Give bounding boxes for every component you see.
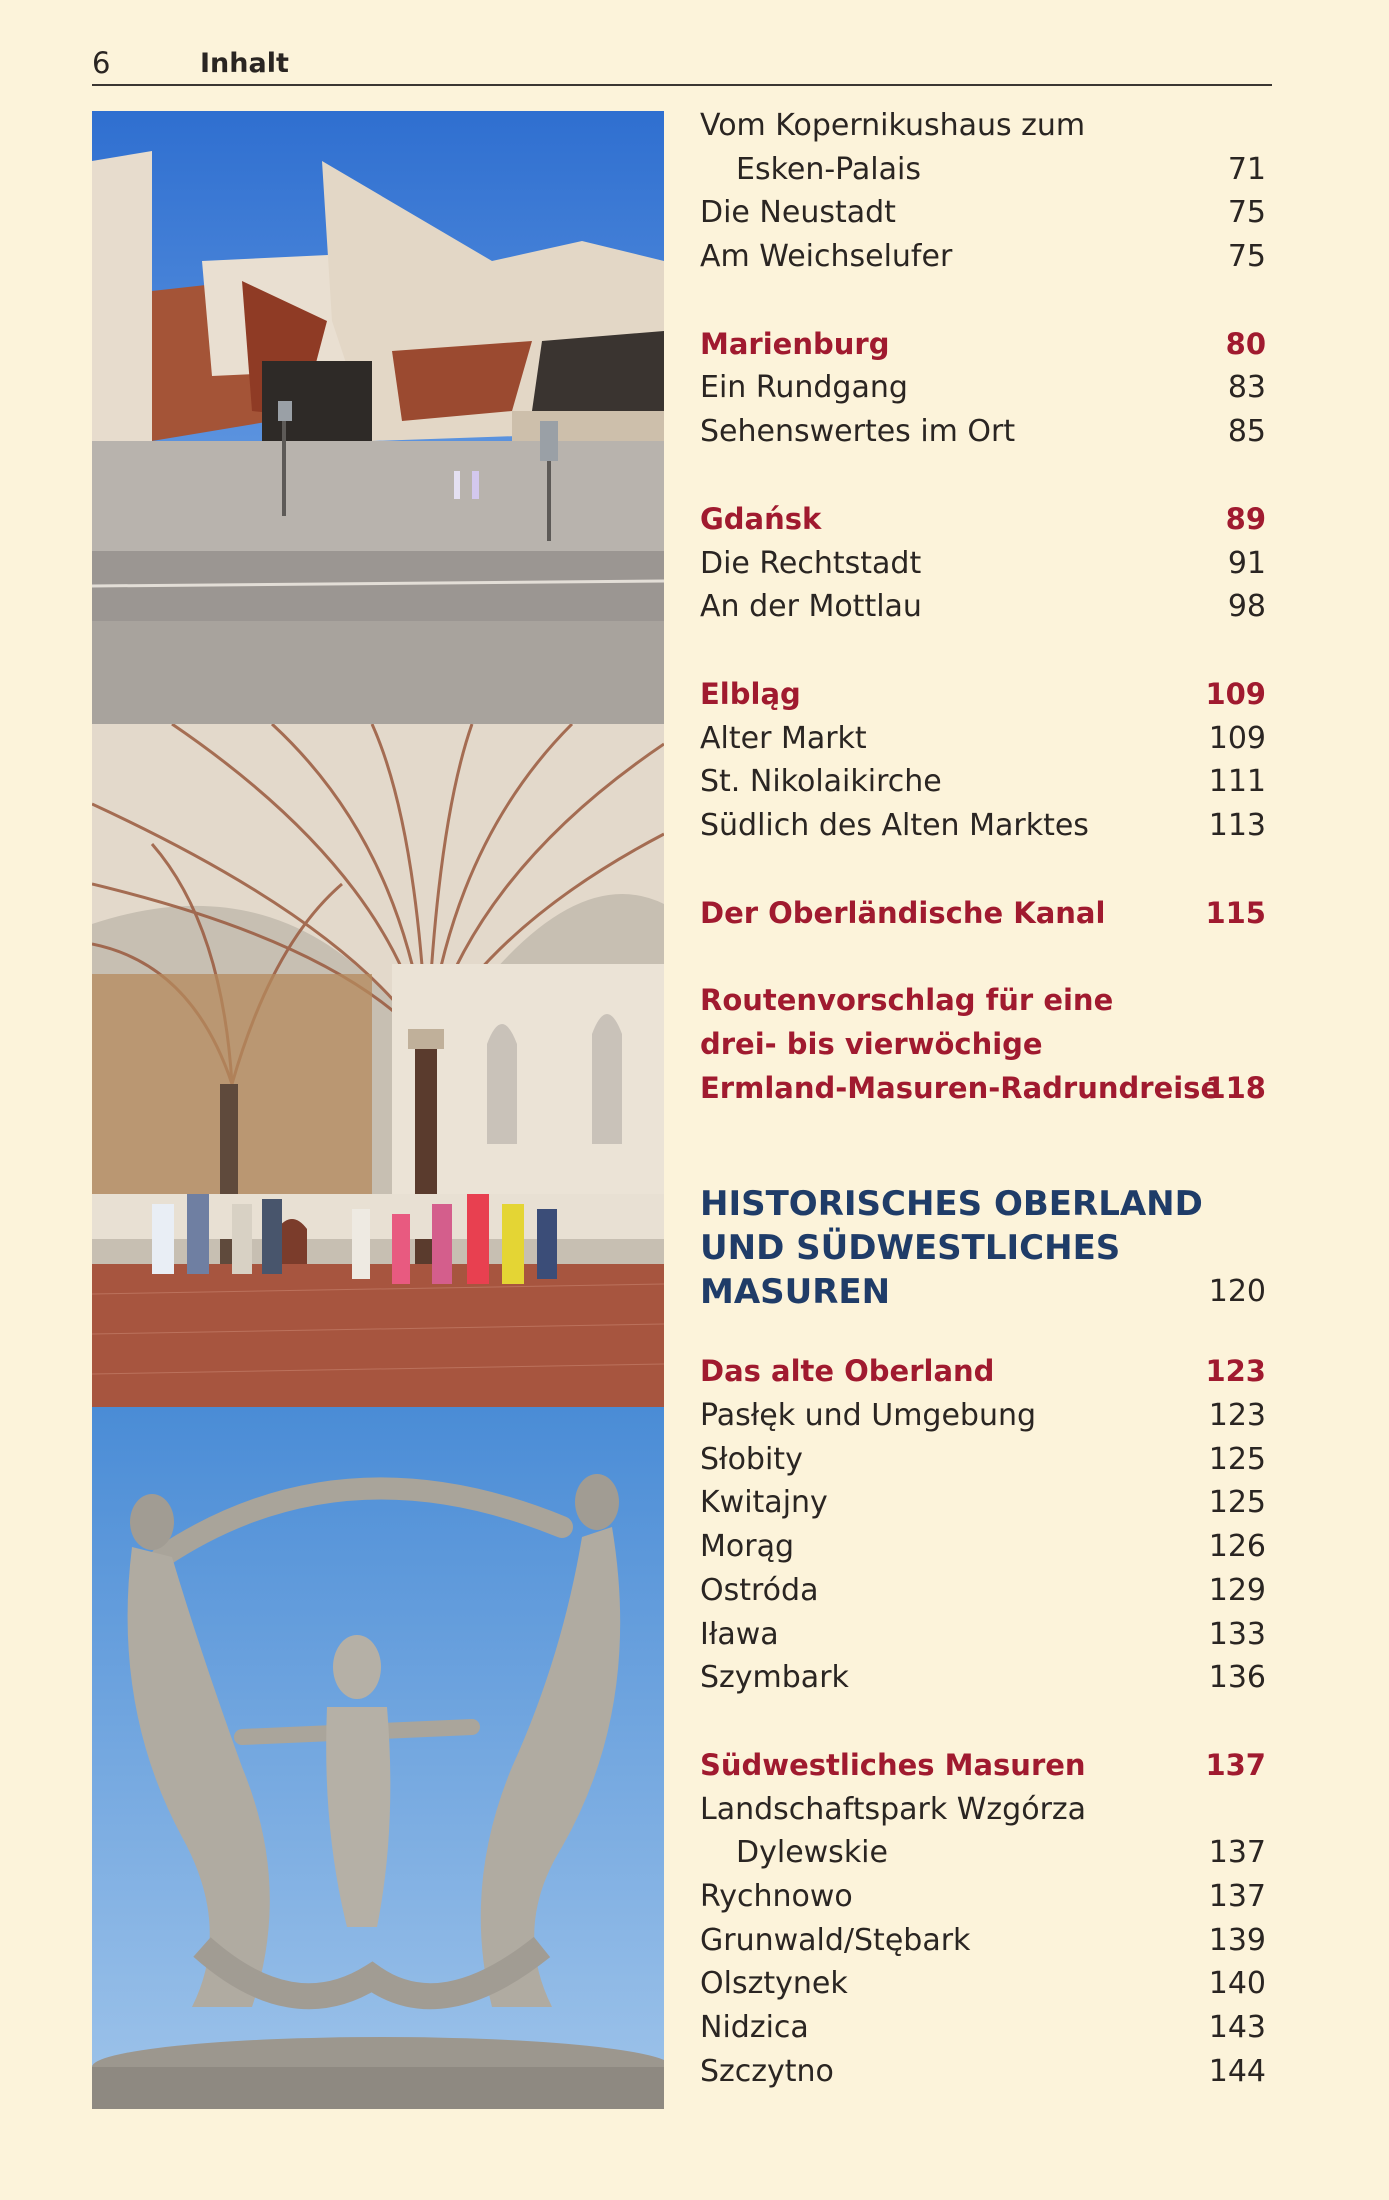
toc-entry-title: St. Nikolaikirche <box>700 764 942 800</box>
toc-entry-title: Vom Kopernikushaus zum <box>700 108 1086 143</box>
toc-page-number: 85 <box>1227 414 1266 450</box>
toc-chapter-heading <box>700 498 1266 542</box>
toc-chapter-heading <box>700 1067 1266 1111</box>
toc-page-number: 144 <box>1208 2053 1266 2089</box>
toc-entry-title: Grunwald/Stębark <box>700 1922 971 1958</box>
toc-page-number: 111 <box>1208 764 1266 800</box>
toc-spacer <box>700 1700 1266 1744</box>
toc-page-number: 115 <box>1205 895 1266 930</box>
toc-spacer <box>700 1110 1266 1182</box>
toc-chapter-heading <box>700 1350 1266 1394</box>
toc-spacer <box>700 1314 1266 1350</box>
toc-entry <box>700 760 1266 804</box>
toc-entry <box>700 2050 1266 2094</box>
toc-entry <box>700 104 1266 148</box>
toc-entry <box>700 1962 1266 2006</box>
toc-entry <box>700 1481 1266 1525</box>
toc-entry-title: Routenvorschlag für eine <box>700 983 1114 1018</box>
toc-chapter-heading <box>700 673 1266 717</box>
toc-entry-title: Ein Rundgang <box>700 370 908 406</box>
toc-entry-title: Der Oberländische Kanal <box>700 895 1106 930</box>
toc-page-number: 71 <box>1227 151 1266 187</box>
toc-entry <box>700 1656 1266 1700</box>
toc-page-number: 75 <box>1227 195 1266 231</box>
toc-entry-title: Alter Markt <box>700 720 867 756</box>
toc-spacer <box>700 848 1266 892</box>
toc-spacer <box>700 454 1266 498</box>
toc-entry <box>700 1919 1266 1963</box>
toc-entry <box>700 1613 1266 1657</box>
page-header <box>92 44 1272 86</box>
toc-entry-title: Pasłęk und Umgebung <box>700 1398 1037 1434</box>
toc-page-number: 75 <box>1227 239 1266 275</box>
toc-entry-title: Am Weichselufer <box>700 239 953 275</box>
toc-page-number: 80 <box>1225 326 1266 361</box>
section-title: Inhalt <box>200 48 289 79</box>
toc-entry-title: UND SÜDWESTLICHES <box>700 1228 1121 1269</box>
toc-entry-title: Iława <box>700 1616 779 1652</box>
toc-page-number: 89 <box>1225 501 1266 536</box>
toc-spacer <box>700 279 1266 323</box>
toc-entry <box>700 1438 1266 1482</box>
vaulted-hall-photo <box>92 724 664 1407</box>
toc-entry-title: Morąg <box>700 1529 794 1565</box>
modern-building-photo <box>92 111 664 724</box>
toc-entry-title: Szczytno <box>700 2053 834 2089</box>
toc-entry <box>700 366 1266 410</box>
toc-entry <box>700 1831 1266 1875</box>
toc-entry-title: Dylewskie <box>736 1835 888 1871</box>
toc-chapter-heading <box>700 1023 1266 1067</box>
toc-entry-title: Elbląg <box>700 676 801 711</box>
toc-page-number: 118 <box>1205 1070 1266 1105</box>
toc-entry <box>700 2006 1266 2050</box>
toc-page-number: 143 <box>1208 2010 1266 2045</box>
toc-entry <box>700 235 1266 279</box>
toc-entry-title: Ostróda <box>700 1572 819 1608</box>
toc-entry <box>700 148 1266 192</box>
toc-entry-title: Marienburg <box>700 326 890 361</box>
toc-entry <box>700 804 1266 848</box>
toc-page-number: 83 <box>1227 370 1266 406</box>
toc-page-number: 139 <box>1208 1922 1266 1958</box>
toc-spacer <box>700 629 1266 673</box>
toc-page-number: 136 <box>1208 1660 1266 1696</box>
toc-entry-title: Nidzica <box>700 2010 809 2045</box>
toc-page-number: 123 <box>1205 1354 1266 1389</box>
toc-entry <box>700 1875 1266 1919</box>
toc-entry <box>700 191 1266 235</box>
toc-page-number: 126 <box>1208 1529 1266 1565</box>
toc-entry <box>700 410 1266 454</box>
toc-chapter-heading <box>700 892 1266 936</box>
toc-entry <box>700 1569 1266 1613</box>
toc-entry-title: Südwestliches Masuren <box>700 1747 1086 1782</box>
toc-entry-title: Ermland-Masuren-Radrundreise <box>700 1070 1221 1105</box>
mermaid-sculpture-photo <box>92 1407 664 2109</box>
toc-entry-title: MASUREN <box>700 1272 891 1313</box>
toc-region-heading <box>700 1182 1266 1226</box>
toc-chapter-heading <box>700 979 1266 1023</box>
toc-page-number: 137 <box>1205 1747 1266 1782</box>
toc-page-number: 113 <box>1208 807 1266 843</box>
toc-entry-title: Die Neustadt <box>700 195 896 231</box>
toc-page-number: 137 <box>1208 1878 1266 1914</box>
toc-entry-title: Gdańsk <box>700 501 822 536</box>
toc-entry-title: Südlich des Alten Marktes <box>700 807 1089 843</box>
toc-chapter-heading <box>700 323 1266 367</box>
toc-entry-title: Szymbark <box>700 1660 849 1696</box>
toc-entry-title: drei- bis vierwöchige <box>700 1027 1043 1061</box>
toc-region-heading <box>700 1270 1266 1314</box>
toc-entry-title: Olsztynek <box>700 1966 848 2002</box>
toc-page-number: 125 <box>1208 1441 1266 1477</box>
toc-page-number: 109 <box>1208 720 1266 756</box>
toc-entry <box>700 1394 1266 1438</box>
toc-entry-title: Landschaftspark Wzgórza <box>700 1791 1087 1827</box>
table-of-contents <box>700 104 1266 2093</box>
toc-page-number: 120 <box>1208 1274 1266 1310</box>
toc-page-number: 91 <box>1227 545 1266 581</box>
toc-entry-title: An der Mottlau <box>700 589 922 625</box>
toc-page-number: 98 <box>1227 589 1266 625</box>
toc-entry-title: Das alte Oberland <box>700 1354 995 1389</box>
toc-entry-title: Rychnowo <box>700 1878 853 1914</box>
toc-entry <box>700 1525 1266 1569</box>
toc-entry <box>700 585 1266 629</box>
toc-page-number: 140 <box>1208 1966 1266 2002</box>
toc-region-heading <box>700 1226 1266 1270</box>
toc-page-number: 133 <box>1208 1616 1266 1652</box>
toc-page-number: 125 <box>1208 1485 1266 1521</box>
page-number: 6 <box>92 46 111 80</box>
toc-entry <box>700 717 1266 761</box>
toc-page-number: 137 <box>1208 1835 1266 1871</box>
toc-entry-title: Die Rechtstadt <box>700 545 922 581</box>
toc-chapter-heading <box>700 1744 1266 1788</box>
toc-page-number: 109 <box>1205 676 1266 711</box>
toc-page-number: 123 <box>1208 1398 1266 1434</box>
toc-entry <box>700 1788 1266 1832</box>
toc-spacer <box>700 935 1266 979</box>
toc-entry-title: Sehenswertes im Ort <box>700 414 1016 450</box>
toc-entry-title: Kwitajny <box>700 1485 828 1521</box>
toc-entry-title: Esken-Palais <box>736 151 921 187</box>
toc-entry-title: HISTORISCHES OBERLAND <box>700 1184 1203 1225</box>
toc-entry-title: Słobity <box>700 1441 803 1477</box>
toc-entry <box>700 542 1266 586</box>
toc-page-number: 129 <box>1208 1572 1266 1608</box>
